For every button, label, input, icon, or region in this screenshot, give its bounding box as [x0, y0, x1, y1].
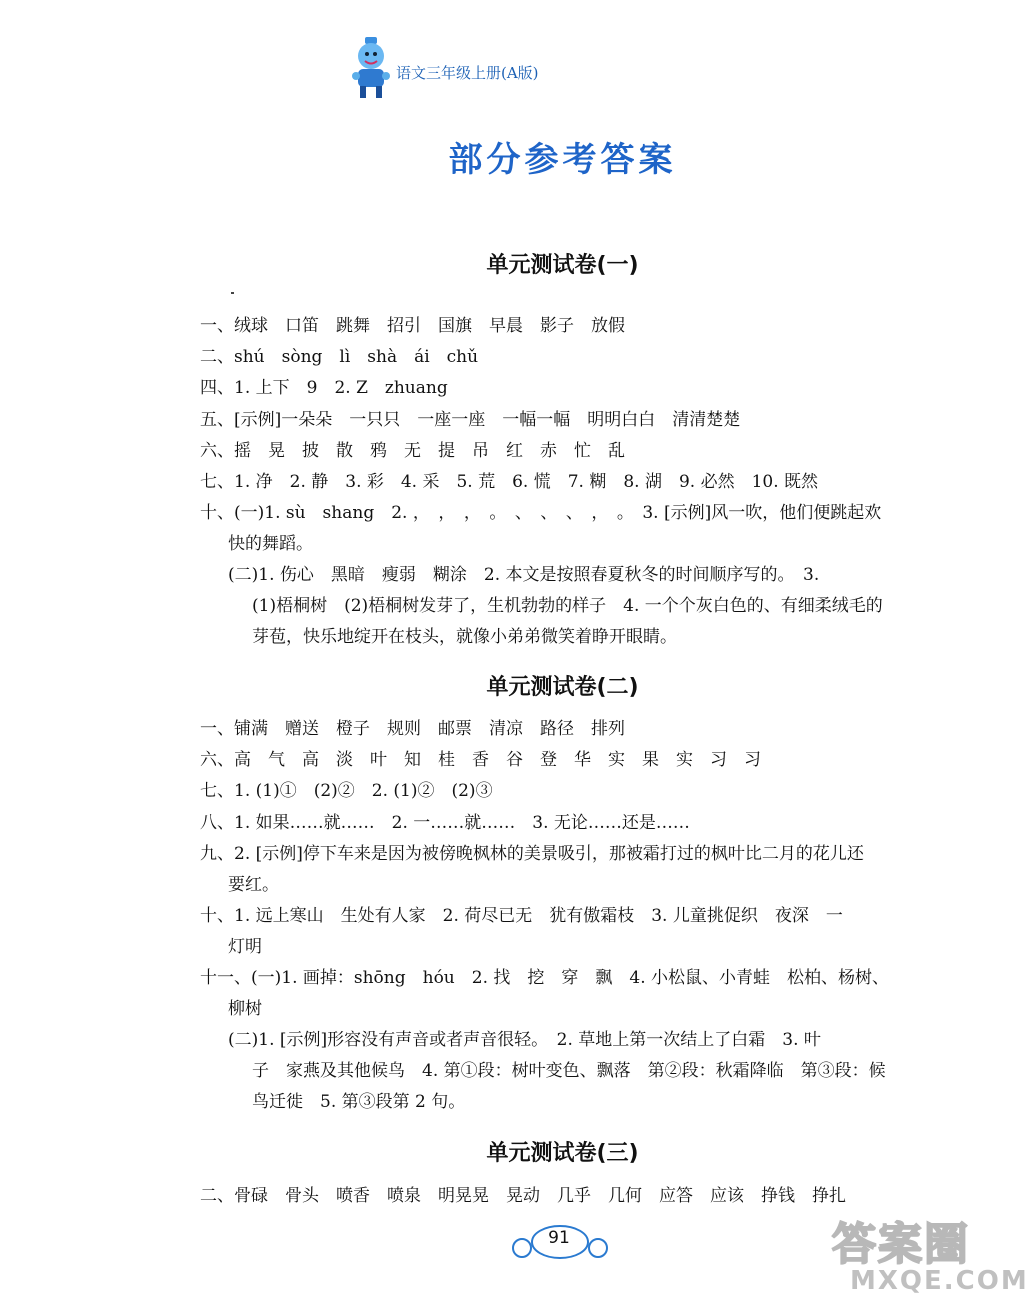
answer-line: 二、shú sòng lì shà ái chǔ	[200, 347, 479, 367]
section-title: 单元测试卷(二)	[486, 675, 639, 700]
stray-dot	[231, 292, 234, 294]
answer-line: 十一、(一)1. 画掉：shōng hóu 2. 找 挖 穿 飘 4. 小松鼠、小青蛙 松柏、杨树、	[200, 968, 890, 988]
watermark-logo: 答案圈	[832, 1219, 970, 1270]
answer-line: 柳树	[228, 999, 262, 1019]
page-title: 部分参考答案	[448, 140, 677, 180]
answer-line: 鸟迁徙 5. 第③段第 2 句。	[252, 1092, 466, 1112]
answer-line: 六、高 气 高 淡 叶 知 桂 香 谷 登 华 实 果 实 习 习	[200, 750, 761, 770]
answer-line: (二)1. [示例]形容没有声音或者声音很轻。 2. 草地上第一次结上了白霜 3. 叶	[228, 1030, 821, 1050]
answer-line: 快的舞蹈。	[228, 534, 313, 554]
page-number-badge	[510, 1222, 610, 1262]
mascot-icon	[350, 36, 394, 102]
answer-line: 一、铺满 赠送 橙子 规则 邮票 清凉 路径 排列	[200, 719, 625, 739]
answer-line: 十、1. 远上寒山 生处有人家 2. 荷尽已无 犹有傲霜枝 3. 儿童挑促织 夜深 一	[200, 906, 843, 926]
answer-line: 九、2. [示例]停下车来是因为被傍晚枫林的美景吸引，那被霜打过的枫叶比二月的花儿还	[200, 844, 864, 864]
answer-line: 五、[示例]一朵朵 一只只 一座一座 一幅一幅 明明白白 清清楚楚	[200, 410, 741, 430]
answer-line: 要红。	[228, 875, 279, 895]
answer-line: 六、摇 晃 披 散 鸦 无 提 吊 红 赤 忙 乱	[200, 441, 625, 461]
answer-line: 二、骨碌 骨头 喷香 喷泉 明晃晃 晃动 几乎 几何 应答 应该 挣钱 挣扎	[200, 1186, 846, 1206]
answer-line: (二)1. 伤心 黑暗 瘦弱 糊涂 2. 本文是按照春夏秋冬的时间顺序写的。 3.	[228, 565, 820, 585]
watermark-url: MXQE.COM	[850, 1266, 1029, 1296]
answer-line: 一、绒球 口笛 跳舞 招引 国旗 早晨 影子 放假	[200, 316, 625, 336]
watermark	[820, 1208, 1029, 1304]
answer-line: 十、(一)1. sù shang 2. ， ， ， 。 、 、 、 ， 。 3. [示例]风一吹，他们便跳起欢	[200, 503, 882, 523]
answer-line: (1)梧桐树 (2)梧桐树发芽了，生机勃勃的样子 4. 一个个灰白色的、有细柔绒毛的	[252, 596, 883, 616]
answer-line: 灯明	[228, 937, 262, 957]
section-title: 单元测试卷(一)	[486, 253, 639, 278]
page-number: 91	[548, 1228, 570, 1248]
answer-line: 八、1. 如果……就…… 2. 一……就…… 3. 无论……还是……	[200, 813, 690, 833]
page-header	[350, 36, 610, 104]
answer-line: 子 家燕及其他候鸟 4. 第①段：树叶变色、飘落 第②段：秋霜降临 第③段：候	[252, 1061, 886, 1081]
answer-line: 四、1. 上下 9 2. Z zhuang	[200, 378, 448, 398]
answer-line: 芽苞，快乐地绽开在枝头，就像小弟弟微笑着睁开眼睛。	[252, 627, 677, 647]
section-title: 单元测试卷(三)	[486, 1141, 639, 1166]
answer-line: 七、1. 净 2. 静 3. 彩 4. 采 5. 荒 6. 慌 7. 糊 8. 湖 9. 必然 10. 既然	[200, 472, 819, 492]
book-title: 语文三年级上册(A版)	[396, 64, 539, 82]
answer-line: 七、1. (1)① (2)② 2. (1)② (2)③	[200, 781, 493, 801]
